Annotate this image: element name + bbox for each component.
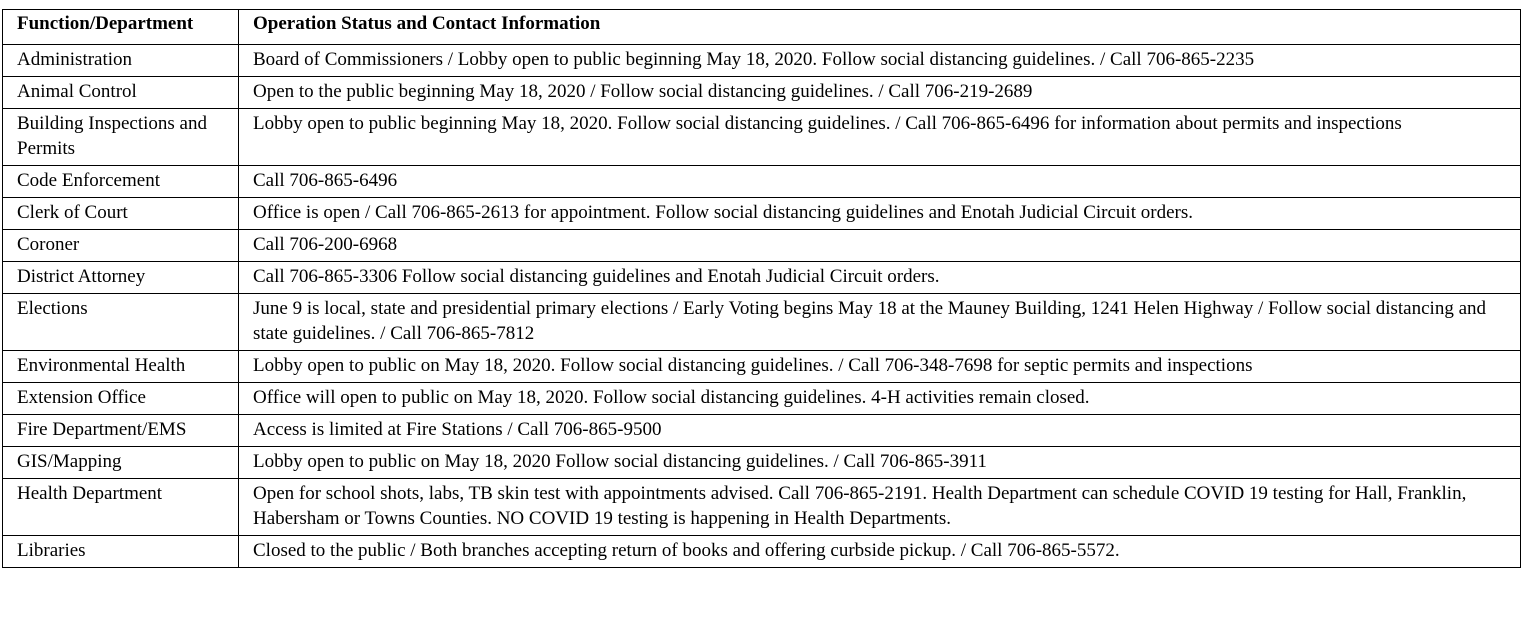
table-row (3, 415, 1521, 447)
status-cell: Open for school shots, labs, TB skin test with appointments advised. Call 706-865-2191. Health Department can schedule COVID 19 testing for Hall, Franklin, Habersham or Towns Counties. NO COVID 19 testing is happening in Health Departments. (239, 479, 1521, 536)
table-row (3, 262, 1521, 294)
status-cell: Closed to the public / Both branches accepting return of books and offering curbside pickup. / Call 706-865-5572. (239, 536, 1521, 568)
department-cell: Administration (3, 45, 239, 77)
table-row (3, 383, 1521, 415)
status-cell: Office is open / Call 706-865-2613 for appointment. Follow social distancing guidelines and Enotah Judicial Circuit orders. (239, 198, 1521, 230)
header-status: Operation Status and Contact Information (239, 10, 1521, 45)
table-row (3, 447, 1521, 479)
table-row (3, 230, 1521, 262)
status-cell: Open to the public beginning May 18, 2020 / Follow social distancing guidelines. / Call 706-219-2689 (239, 77, 1521, 109)
department-cell: Code Enforcement (3, 166, 239, 198)
department-cell: Elections (3, 294, 239, 351)
status-cell: June 9 is local, state and presidential primary elections / Early Voting begins May 18 at the Mauney Building, 1241 Helen Highway / Follow social distancing and state guidelines. / Call 706-865-7812 (239, 294, 1521, 351)
table-row (3, 479, 1521, 536)
department-status-table (2, 9, 1521, 568)
table-row (3, 166, 1521, 198)
department-cell: Fire Department/EMS (3, 415, 239, 447)
department-cell: Environmental Health (3, 351, 239, 383)
department-cell: Clerk of Court (3, 198, 239, 230)
table-body (3, 45, 1521, 568)
department-cell: Building Inspections and Permits (3, 109, 239, 166)
department-cell: Health Department (3, 479, 239, 536)
status-cell: Lobby open to public on May 18, 2020 Follow social distancing guidelines. / Call 706-865-3911 (239, 447, 1521, 479)
status-cell: Board of Commissioners / Lobby open to public beginning May 18, 2020. Follow social distancing guidelines. / Call 706-865-2235 (239, 45, 1521, 77)
department-cell: District Attorney (3, 262, 239, 294)
status-cell: Lobby open to public beginning May 18, 2020. Follow social distancing guidelines. / Call 706-865-6496 for information about permits and inspections (239, 109, 1521, 166)
table-row (3, 77, 1521, 109)
table-row (3, 198, 1521, 230)
table-row (3, 294, 1521, 351)
status-cell: Office will open to public on May 18, 2020. Follow social distancing guidelines. 4-H activities remain closed. (239, 383, 1521, 415)
status-cell: Call 706-865-3306 Follow social distancing guidelines and Enotah Judicial Circuit orders. (239, 262, 1521, 294)
status-cell: Call 706-200-6968 (239, 230, 1521, 262)
table-row (3, 536, 1521, 568)
table-row (3, 109, 1521, 166)
department-cell: Coroner (3, 230, 239, 262)
department-cell: Animal Control (3, 77, 239, 109)
department-cell: GIS/Mapping (3, 447, 239, 479)
department-cell: Libraries (3, 536, 239, 568)
status-cell: Call 706-865-6496 (239, 166, 1521, 198)
table-header-row (3, 10, 1521, 45)
table-row (3, 45, 1521, 77)
department-cell: Extension Office (3, 383, 239, 415)
status-cell: Access is limited at Fire Stations / Call 706-865-9500 (239, 415, 1521, 447)
header-department: Function/Department (3, 10, 239, 45)
table-row (3, 351, 1521, 383)
status-cell: Lobby open to public on May 18, 2020. Follow social distancing guidelines. / Call 706-348-7698 for septic permits and inspections (239, 351, 1521, 383)
